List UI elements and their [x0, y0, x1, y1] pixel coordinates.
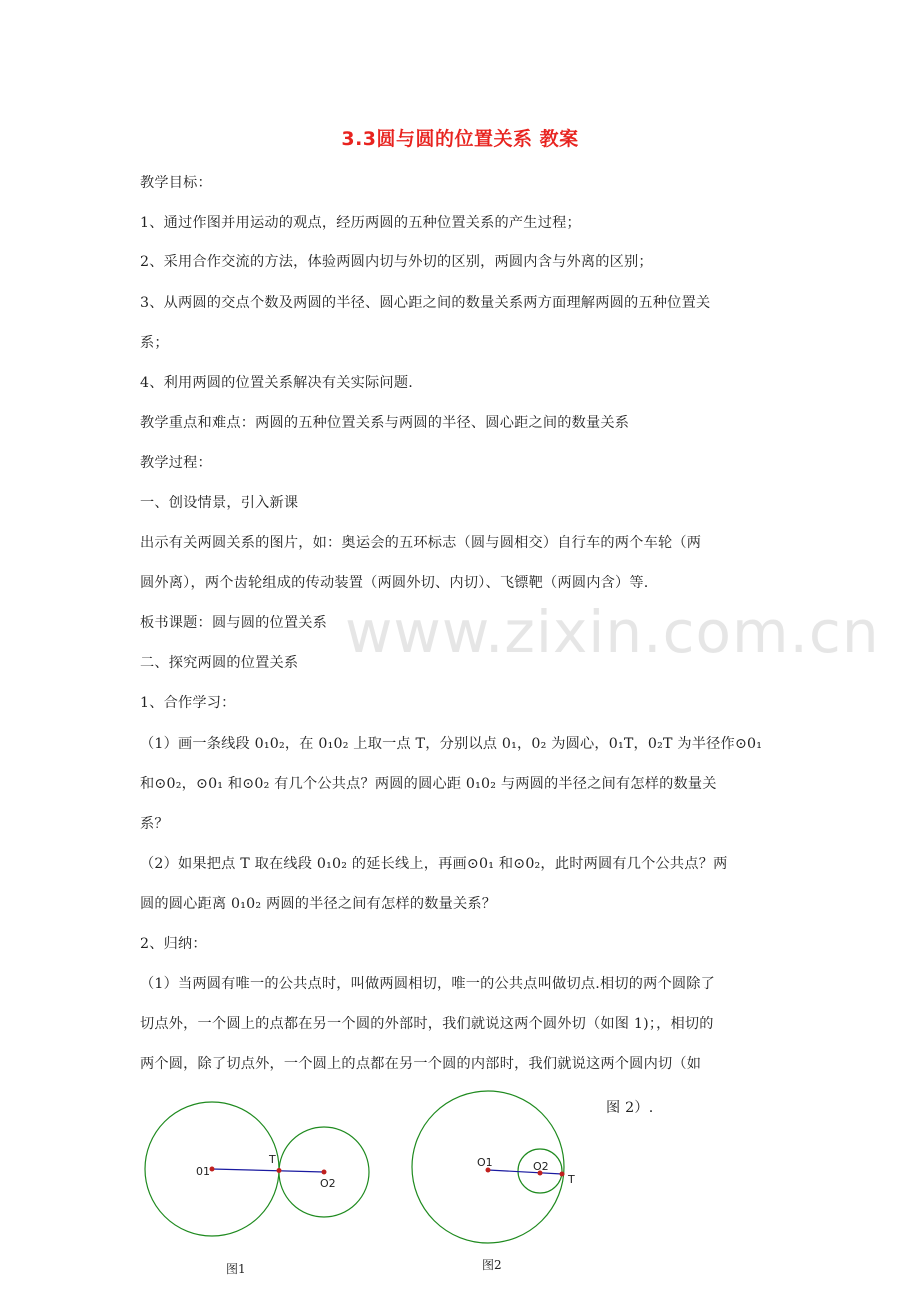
text-line: 2、采用合作交流的方法，体验两圆内切与外切的区别，两圆内含与外离的区别；	[140, 254, 653, 270]
point-o1	[210, 1167, 215, 1172]
figure-2-internal-tangent	[405, 1090, 605, 1260]
page-title: 3.3圆与圆的位置关系 教案	[341, 128, 579, 150]
text-line: 一、创设情景，引入新课	[140, 495, 299, 511]
text-line: 和⊙0₂，⊙0₁ 和⊙0₂ 有几个公共点？两圆的圆心距 0₁0₂ 与两圆的半径之间有怎样的数量关	[140, 776, 717, 792]
text-line: 出示有关两圆关系的图片，如：奥运会的五环标志（圆与圆相交）自行车的两个车轮（两	[140, 535, 702, 551]
text-line: （2）如果把点 T 取在线段 0₁0₂ 的延长线上，再画⊙0₁ 和⊙0₂，此时两圆有几个公共点？两	[140, 856, 728, 872]
label-o2: O2	[533, 1160, 549, 1173]
label-o2: O2	[320, 1177, 336, 1190]
text-line: 系；	[140, 335, 169, 351]
point-o2	[322, 1170, 327, 1175]
text-line: 教学目标：	[140, 175, 212, 191]
text-line: 1、合作学习：	[140, 695, 236, 711]
text-line: 圆外离），两个齿轮组成的传动装置（两圆外切、内切）、飞镖靶（两圆内含）等.	[140, 575, 649, 591]
figure-1-caption: 图1	[226, 1262, 246, 1276]
segment-o1o2	[212, 1169, 324, 1172]
label-o1: 01	[196, 1165, 210, 1178]
text-line: 系？	[140, 816, 169, 832]
text-line: （1）画一条线段 0₁0₂，在 0₁0₂ 上取一点 T，分别以点 0₁，0₂ 为圆心，0₁T，0₂T 为半径作⊙0₁	[140, 736, 763, 752]
figure-2-caption: 图2	[482, 1258, 502, 1272]
text-line: 二、探究两圆的位置关系	[140, 655, 299, 671]
text-line: 板书课题：圆与圆的位置关系	[140, 615, 328, 631]
label-o1: O1	[477, 1156, 493, 1169]
text-line: 圆的圆心距离 0₁0₂ 两圆的半径之间有怎样的数量关系？	[140, 896, 497, 912]
watermark: www.zixin.com.cn	[345, 598, 880, 666]
figure-1-external-tangent	[140, 1095, 400, 1265]
text-line: （1）当两圆有唯一的公共点时，叫做两圆相切，唯一的公共点叫做切点.相切的两个圆除了	[140, 976, 716, 992]
label-t: T	[568, 1173, 575, 1186]
text-line: 1、通过作图并用运动的观点，经历两圆的五种位置关系的产生过程；	[140, 215, 581, 231]
text-line: 两个圆，除了切点外，一个圆上的点都在另一个圆的内部时，我们就说这两个圆内切（如	[140, 1056, 702, 1072]
text-line: 切点外，一个圆上的点都在另一个圆的外部时，我们就说这两个圆外切（如图 1)；，相切的	[140, 1016, 714, 1032]
text-line: 4、利用两圆的位置关系解决有关实际问题.	[140, 375, 413, 391]
text-line: 教学过程：	[140, 455, 212, 471]
point-t	[560, 1172, 565, 1177]
text-line: 图 2）.	[606, 1100, 654, 1116]
text-line: 教学重点和难点：两圆的五种位置关系与两圆的半径、圆心距之间的数量关系	[140, 415, 630, 431]
text-line: 2、归纳：	[140, 936, 207, 952]
point-t	[277, 1168, 282, 1173]
label-t: T	[269, 1153, 276, 1166]
text-line: 3、从两圆的交点个数及两圆的半径、圆心距之间的数量关系两方面理解两圆的五种位置关	[140, 295, 711, 311]
segment-o1o2	[488, 1170, 562, 1174]
